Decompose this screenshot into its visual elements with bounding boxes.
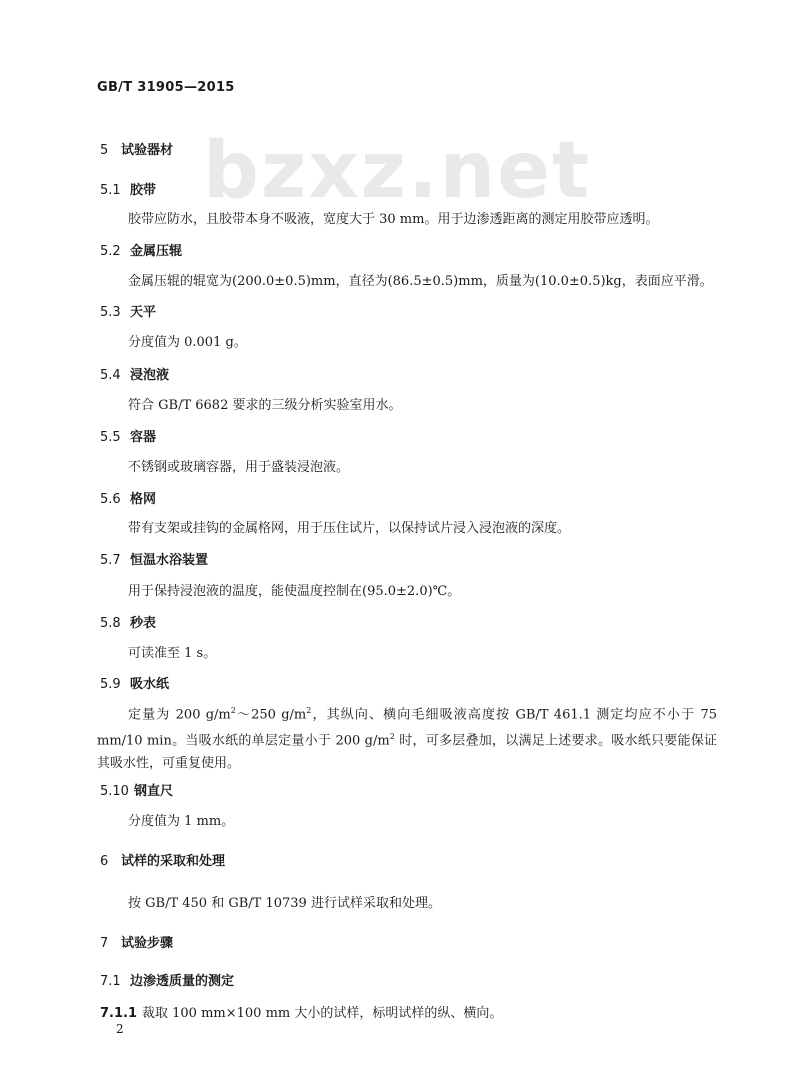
section-title: 天平	[130, 305, 157, 320]
section-5-2-heading	[100, 240, 182, 259]
section-5-10-heading	[100, 780, 173, 799]
section-5-5-heading	[100, 426, 156, 445]
section-6-text: 按 GB/T 450 和 GB/T 10739 进行试样采取和处理。	[128, 896, 441, 911]
section-5-3-heading	[100, 301, 156, 320]
section-title: 格网	[130, 492, 157, 507]
section-title: 浸泡液	[130, 368, 170, 383]
section-7-heading	[100, 932, 173, 951]
section-number: 5.2	[100, 244, 121, 259]
text-run: ，其纵向、横向毛细吸液高度按 GB/T 461.1 测定均应不小于 75 mm/10 min。当吸水纸的单层定量小于 200 g/m	[97, 707, 717, 749]
section-title: 试样的采取和处理	[121, 854, 226, 869]
section-number: 7	[100, 936, 109, 951]
section-number: 7.1	[100, 974, 121, 989]
section-number: 5.8	[100, 616, 121, 631]
section-7-1-1	[100, 1002, 502, 1021]
section-5-9-text	[97, 700, 717, 775]
section-5-3-text: 分度值为 0.001 g。	[128, 335, 247, 350]
watermark: bzxz.net	[203, 126, 592, 216]
section-number: 5.5	[100, 430, 121, 445]
superscript: 2	[306, 706, 312, 715]
page-number: 2	[116, 1022, 124, 1036]
section-title: 胶带	[130, 183, 157, 198]
standard-number: GB/T 31905—2015	[97, 80, 235, 95]
section-number: 5.10	[100, 784, 129, 799]
section-5-1-text: 胶带应防水，且胶带本身不吸液，宽度大于 30 mm。用于边渗透距离的测定用胶带应透明。	[128, 212, 659, 227]
section-5-9-heading	[100, 673, 169, 692]
section-5-1-heading	[100, 179, 156, 198]
section-title: 试验器材	[121, 143, 174, 158]
section-title: 吸水纸	[130, 677, 170, 692]
section-number: 5.9	[100, 677, 121, 692]
section-5-2-text: 金属压辊的辊宽为(200.0±0.5)mm，直径为(86.5±0.5)mm，质量为(10.0±0.5)kg，表面应平滑。	[128, 274, 713, 289]
section-title: 试验步骤	[121, 936, 174, 951]
section-5-7-heading	[100, 549, 208, 568]
section-7-1-1-text: 裁取 100 mm×100 mm 大小的试样，标明试样的纵、横向。	[142, 1006, 503, 1021]
section-5-4-text: 符合 GB/T 6682 要求的三级分析实验室用水。	[128, 398, 402, 413]
section-number: 6	[100, 854, 109, 869]
section-title: 恒温水浴装置	[130, 553, 209, 568]
section-number: 5.7	[100, 553, 121, 568]
section-5-8-text: 可读准至 1 s。	[128, 646, 217, 661]
section-5-5-text: 不锈钢或玻璃容器，用于盛装浸泡液。	[128, 460, 350, 475]
section-title: 容器	[130, 430, 157, 445]
section-number: 5.1	[100, 183, 121, 198]
section-number: 5	[100, 143, 109, 158]
text-run: 时，可多层叠加，以满足上述要求。吸水纸只要能保证其吸水性，可重复使用。	[97, 733, 717, 771]
section-5-10-text: 分度值为 1 mm。	[128, 814, 235, 829]
section-number: 5.4	[100, 368, 121, 383]
superscript: 2	[230, 706, 236, 715]
text-run: 定量为 200 g/m	[128, 707, 231, 723]
section-number: 5.3	[100, 305, 121, 320]
section-title: 钢直尺	[134, 784, 174, 799]
section-5-8-heading	[100, 612, 156, 631]
section-5-heading	[100, 139, 173, 158]
section-title: 边渗透质量的测定	[130, 974, 235, 989]
section-5-6-heading	[100, 488, 156, 507]
section-7-1-heading	[100, 970, 234, 989]
section-5-4-heading	[100, 364, 169, 383]
section-5-7-text: 用于保持浸泡液的温度，能使温度控制在(95.0±2.0)℃。	[128, 584, 461, 599]
text-run: ～250 g/m	[235, 707, 307, 723]
section-number: 7.1.1	[100, 1006, 138, 1021]
section-title: 秒表	[130, 616, 157, 631]
section-6-heading	[100, 850, 225, 869]
section-5-6-text: 带有支架或挂钩的金属格网，用于压住试片，以保持试片浸入浸泡液的深度。	[128, 521, 571, 536]
section-number: 5.6	[100, 492, 121, 507]
section-title: 金属压辊	[130, 244, 183, 259]
superscript: 2	[389, 732, 395, 742]
